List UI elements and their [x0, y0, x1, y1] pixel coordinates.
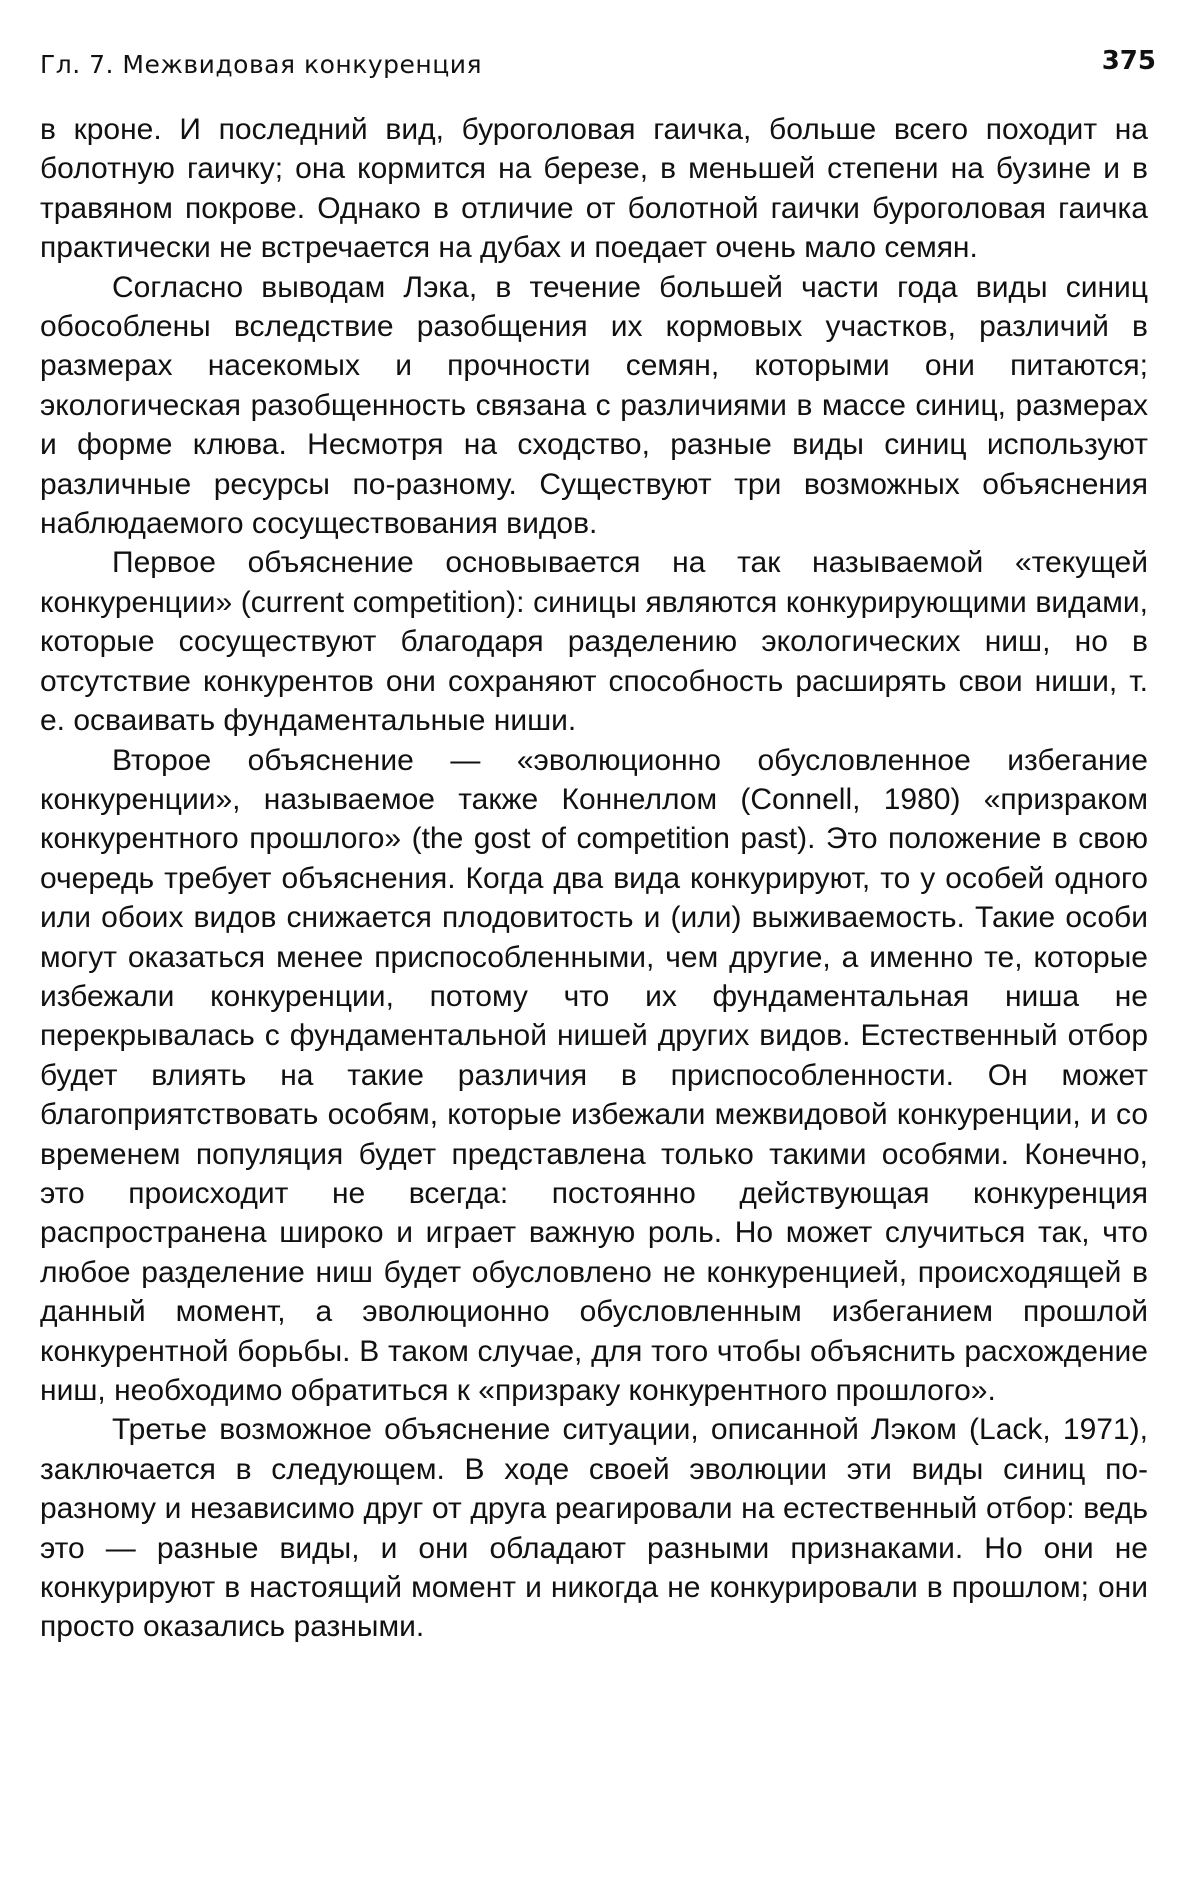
page-header — [40, 46, 1148, 102]
body-text — [40, 110, 1148, 1647]
paragraph-third-explanation: Третье возможное объяснение ситуации, описанной Лэком (Lack, 1971), заключается в следующем. В ходе своей эволюции эти виды синиц по-разному и независимо друг от друга реагировали на естественный отбор: ведь это — разные виды, и они обладают разными признаками. Но они не конкурируют в настоящий момент и никогда не конкурировали в прошлом; они просто оказались разными. — [40, 1410, 1148, 1646]
paragraph-lack-conclusions: Согласно выводам Лэка, в течение большей части года виды синиц обособлены вследствие разобщения их кормовых участков, различий в размерах насекомых и прочности семян, которыми они питаются; экологическая разобщенность связана с различиями в массе синиц, размерах и форме клюва. Несмотря на сходство, разные виды синиц используют различные ресурсы по-разному. Существуют три возможных объяснения наблюдаемого сосуществования видов. — [40, 268, 1148, 544]
page-number: 375 — [1102, 46, 1156, 76]
book-page — [40, 46, 1148, 1647]
paragraph-continuation: в кроне. И последний вид, буроголовая гаичка, больше всего походит на болотную гаичку; она кормится на березе, в меньшей степени на бузине и в травяном покрове. Однако в отличие от болотной гаички буроголовая гаичка практически не встречается на дубах и поедает очень мало семян. — [40, 110, 1148, 268]
paragraph-second-explanation: Второе объяснение — «эволюционно обусловленное избегание конкуренции», называемое также Коннеллом (Connell, 1980) «призраком конкурентного прошлого» (the gost of competition past). Это положение в свою очередь требует объяснения. Когда два вида конкурируют, то у особей одного или обоих видов снижается плодовитость и (или) выживаемость. Такие особи могут оказаться менее приспособленными, чем другие, а именно те, которые избежали конкуренции, потому что их фундаментальная ниша не перекрывалась с фундаментальной нишей других видов. Естественный отбор будет влиять на такие различия в приспособленности. Он может благоприятствовать особям, которые избежали межвидовой конкуренции, и со временем популяция будет представлена только такими особями. Конечно, это происходит не всегда: постоянно действующая конкуренция распространена широко и играет важную роль. Но может случиться так, что любое разделение ниш будет обусловлено не конкуренцией, происходящей в данный момент, а эволюционно обусловленным избеганием прошлой конкурентной борьбы. В таком случае, для того чтобы объяснить расхождение ниш, необходимо обратиться к «призраку конкурентного прошлого». — [40, 741, 1148, 1411]
running-head: Гл. 7. Межвидовая конкуренция — [40, 50, 482, 79]
paragraph-first-explanation: Первое объяснение основывается на так называемой «текущей конкуренции» (current competition): синицы являются конкурирующими видами, которые сосуществуют благодаря разделению экологических ниш, но в отсутствие конкурентов они сохраняют способность расширять свои ниши, т. е. осваивать фундаментальные ниши. — [40, 543, 1148, 740]
